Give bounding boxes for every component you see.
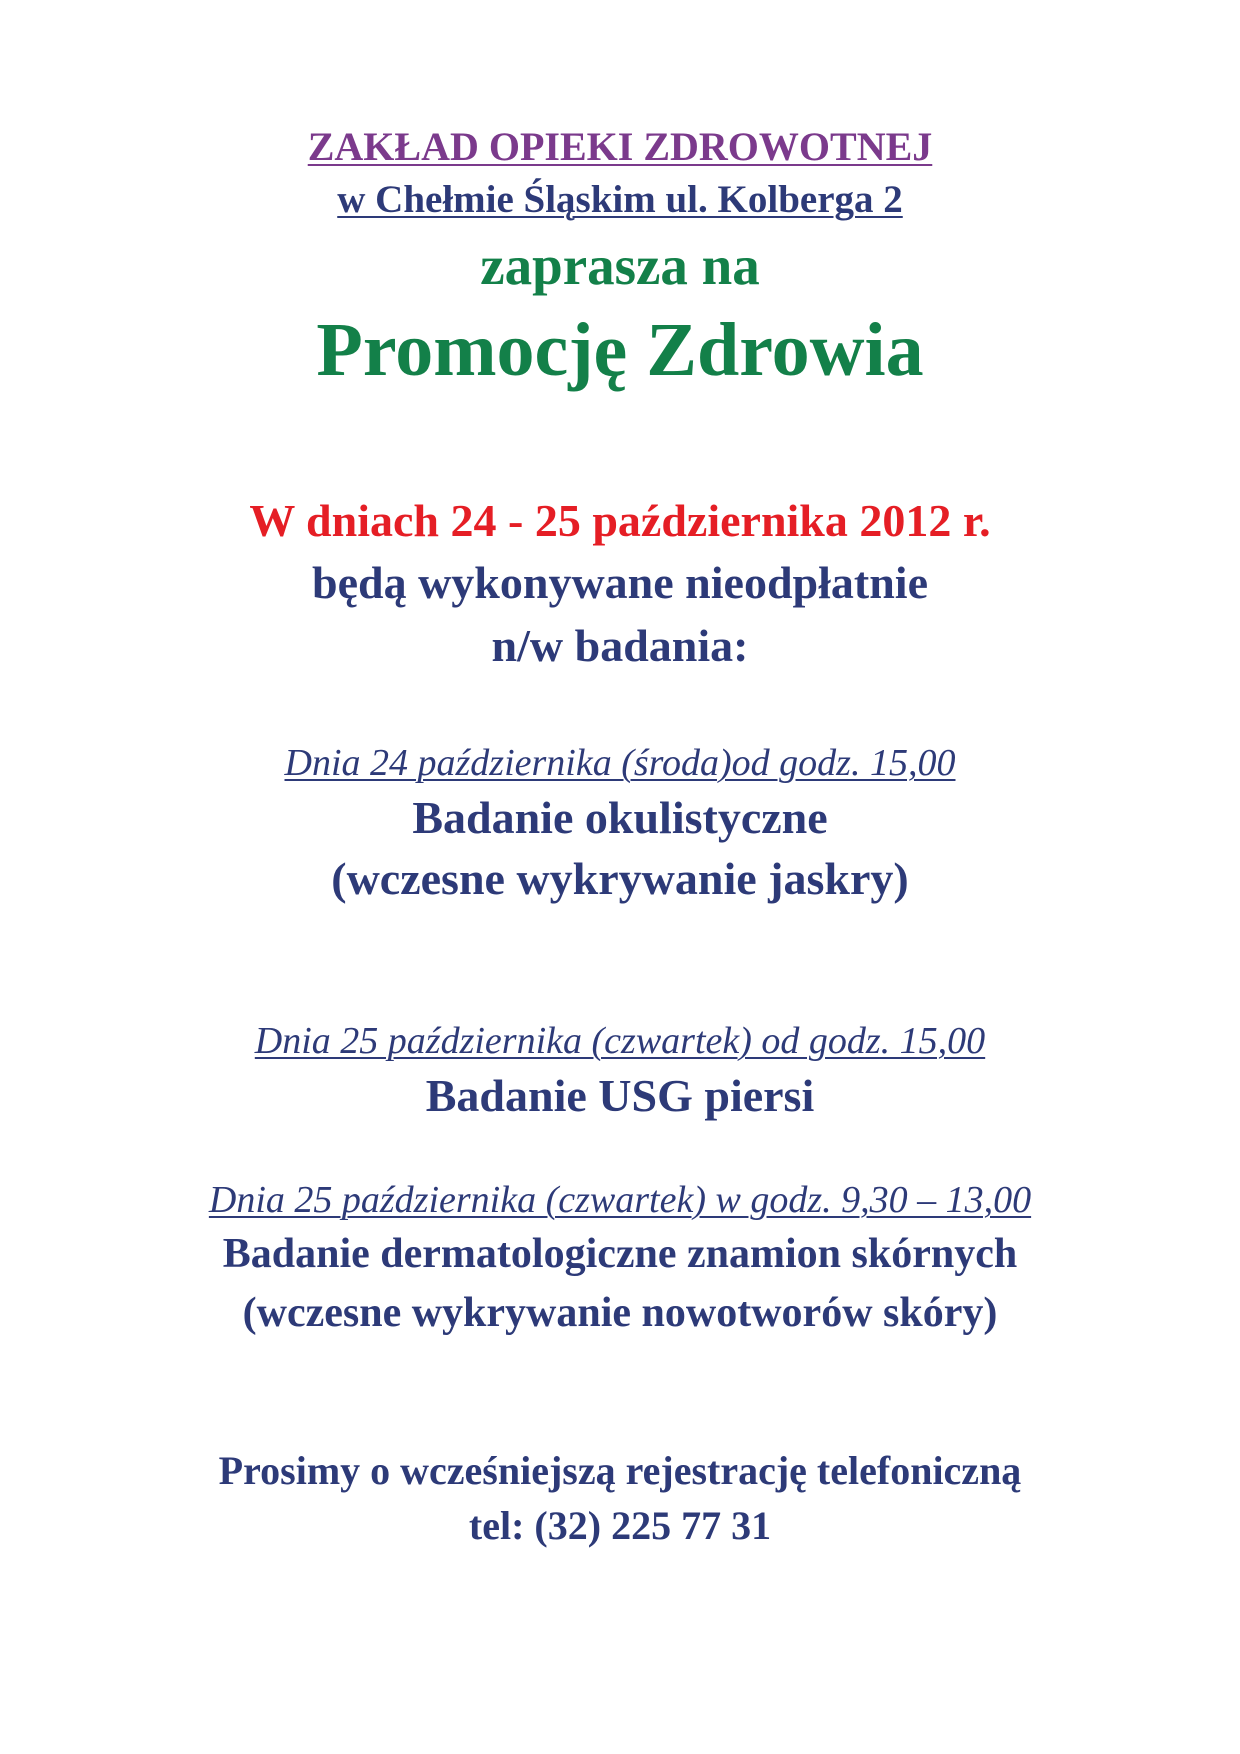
invite-text: zaprasza na [480, 235, 760, 296]
exam-subtitle: (wczesne wykrywanie nowotworów skóry) [242, 1290, 998, 1336]
intro-line: będą wykonywane nieodpłatnie [311, 557, 928, 608]
event-title: Promocję Zdrowia [316, 308, 924, 392]
exam-date: Dnia 24 października (środa)od godz. 15,00 [284, 742, 956, 784]
registration-request: Prosimy o wcześniejszą rejestrację telefoniczną [218, 1448, 1022, 1493]
institution-address: w Chełmie Śląskim ul. Kolberga 2 [337, 178, 903, 221]
phone-number: tel: (32) 225 77 31 [468, 1503, 772, 1548]
intro-line: n/w badania: [491, 620, 749, 671]
exam-date: Dnia 25 października (czwartek) w godz. 9,30 – 13,00 [208, 1179, 1032, 1221]
exam-title: Badanie okulistyczne [412, 792, 828, 843]
exam-title: Badanie dermatologiczne znamion skórnych [222, 1231, 1018, 1277]
exam-title: Badanie USG piersi [425, 1070, 815, 1121]
exam-subtitle: (wczesne wykrywanie jaskry) [331, 853, 909, 904]
institution-name: ZAKŁAD OPIEKI ZDROWOTNEJ [307, 124, 933, 169]
exam-date: Dnia 25 października (czwartek) od godz. 15,00 [254, 1020, 986, 1062]
event-dates: W dniach 24 - 25 października 2012 r. [249, 495, 991, 546]
